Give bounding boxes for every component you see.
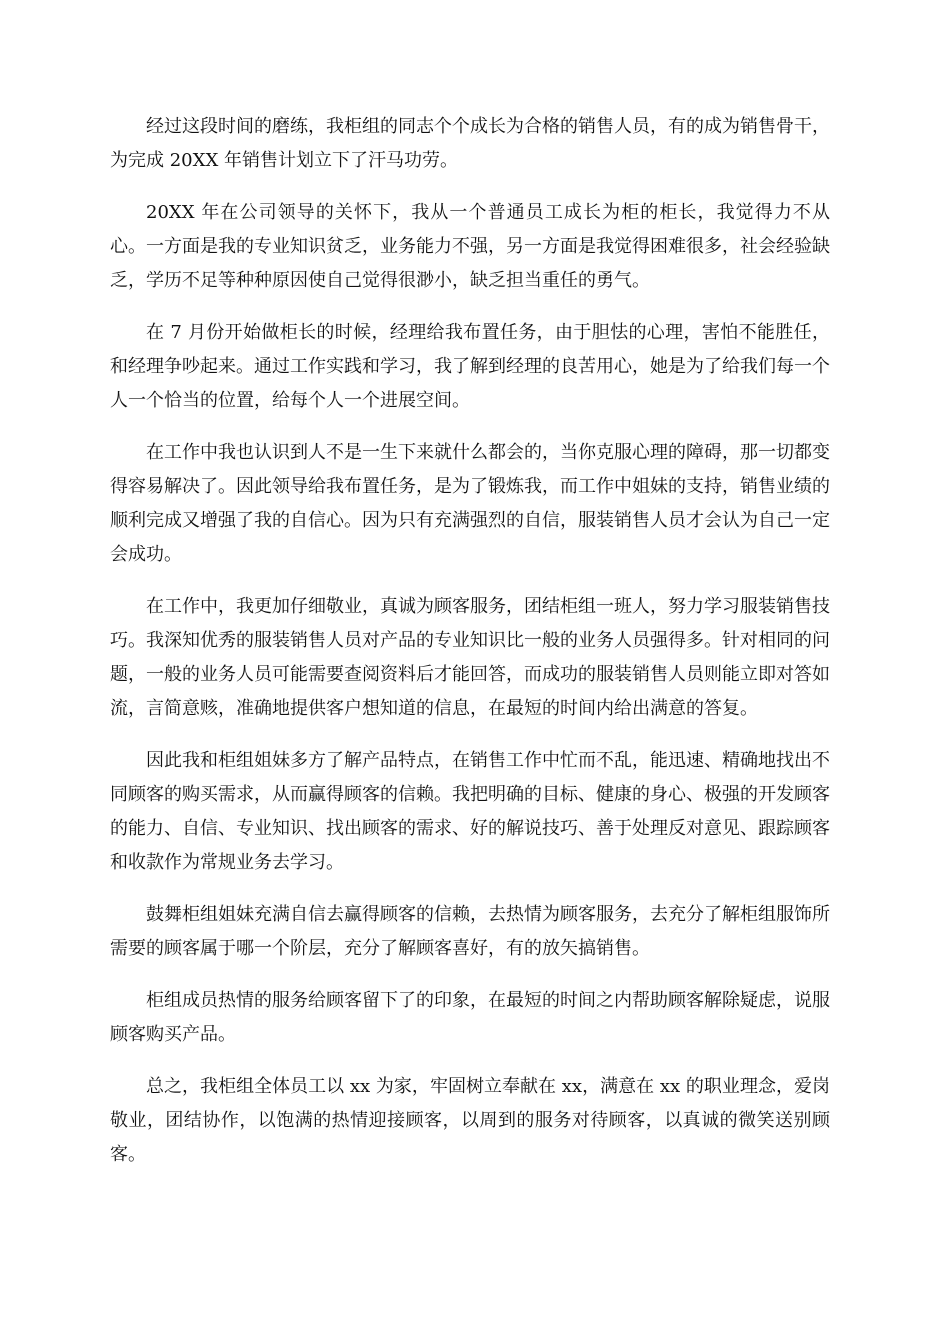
document-page <box>110 110 830 1190</box>
paragraph: 经过这段时间的磨练，我柜组的同志个个成长为合格的销售人员，有的成为销售骨干，为完成 20XX 年销售计划立下了汗马功劳。 <box>110 116 830 171</box>
paragraph: 柜组成员热情的服务给顾客留下了的印象，在最短的时间之内帮助顾客解除疑虑，说服顾客购买产品。 <box>110 990 830 1045</box>
paragraph: 因此我和柜组姐妹多方了解产品特点，在销售工作中忙而不乱，能迅速、精确地找出不同顾客的购买需求，从而赢得顾客的信赖。我把明确的目标、健康的身心、极强的开发顾客的能力、自信、专业知识、找出顾客的需求、好的解说技巧、善于处理反对意见、跟踪顾客和收款作为常规业务去学习。 <box>110 750 830 873</box>
paragraph: 在工作中，我更加仔细敬业，真诚为顾客服务，团结柜组一班人，努力学习服装销售技巧。我深知优秀的服装销售人员对产品的专业知识比一般的业务人员强得多。针对相同的问题，一般的业务人员可能需要查阅资料后才能回答，而成功的服装销售人员则能立即对答如流，言简意赅，准确地提供客户想知道的信息，在最短的时间内给出满意的答复。 <box>110 596 830 719</box>
paragraph: 20XX 年在公司领导的关怀下，我从一个普通员工成长为柜的柜长，我觉得力不从心。一方面是我的专业知识贫乏，业务能力不强，另一方面是我觉得困难很多，社会经验缺乏，学历不足等种种原因使自己觉得很渺小，缺乏担当重任的勇气。 <box>110 202 830 291</box>
paragraph: 鼓舞柜组姐妹充满自信去赢得顾客的信赖，去热情为顾客服务，去充分了解柜组服饰所需要的顾客属于哪一个阶层，充分了解顾客喜好，有的放矢搞销售。 <box>110 904 830 959</box>
paragraph: 在 7 月份开始做柜长的时候，经理给我布置任务，由于胆怯的心理，害怕不能胜任，和经理争吵起来。通过工作实践和学习，我了解到经理的良苦用心，她是为了给我们每一个人一个恰当的位置，给每个人一个进展空间。 <box>110 322 830 411</box>
paragraph: 在工作中我也认识到人不是一生下来就什么都会的，当你克服心理的障碍，那一切都变得容易解决了。因此领导给我布置任务，是为了锻炼我，而工作中姐妹的支持，销售业绩的顺利完成又增强了我的自信心。因为只有充满强烈的自信，服装销售人员才会认为自己一定会成功。 <box>110 442 830 565</box>
paragraph: 总之，我柜组全体员工以 xx 为家，牢固树立奉献在 xx，满意在 xx 的职业理念，爱岗敬业，团结协作，以饱满的热情迎接顾客，以周到的服务对待顾客，以真诚的微笑送别顾客。 <box>110 1076 830 1165</box>
